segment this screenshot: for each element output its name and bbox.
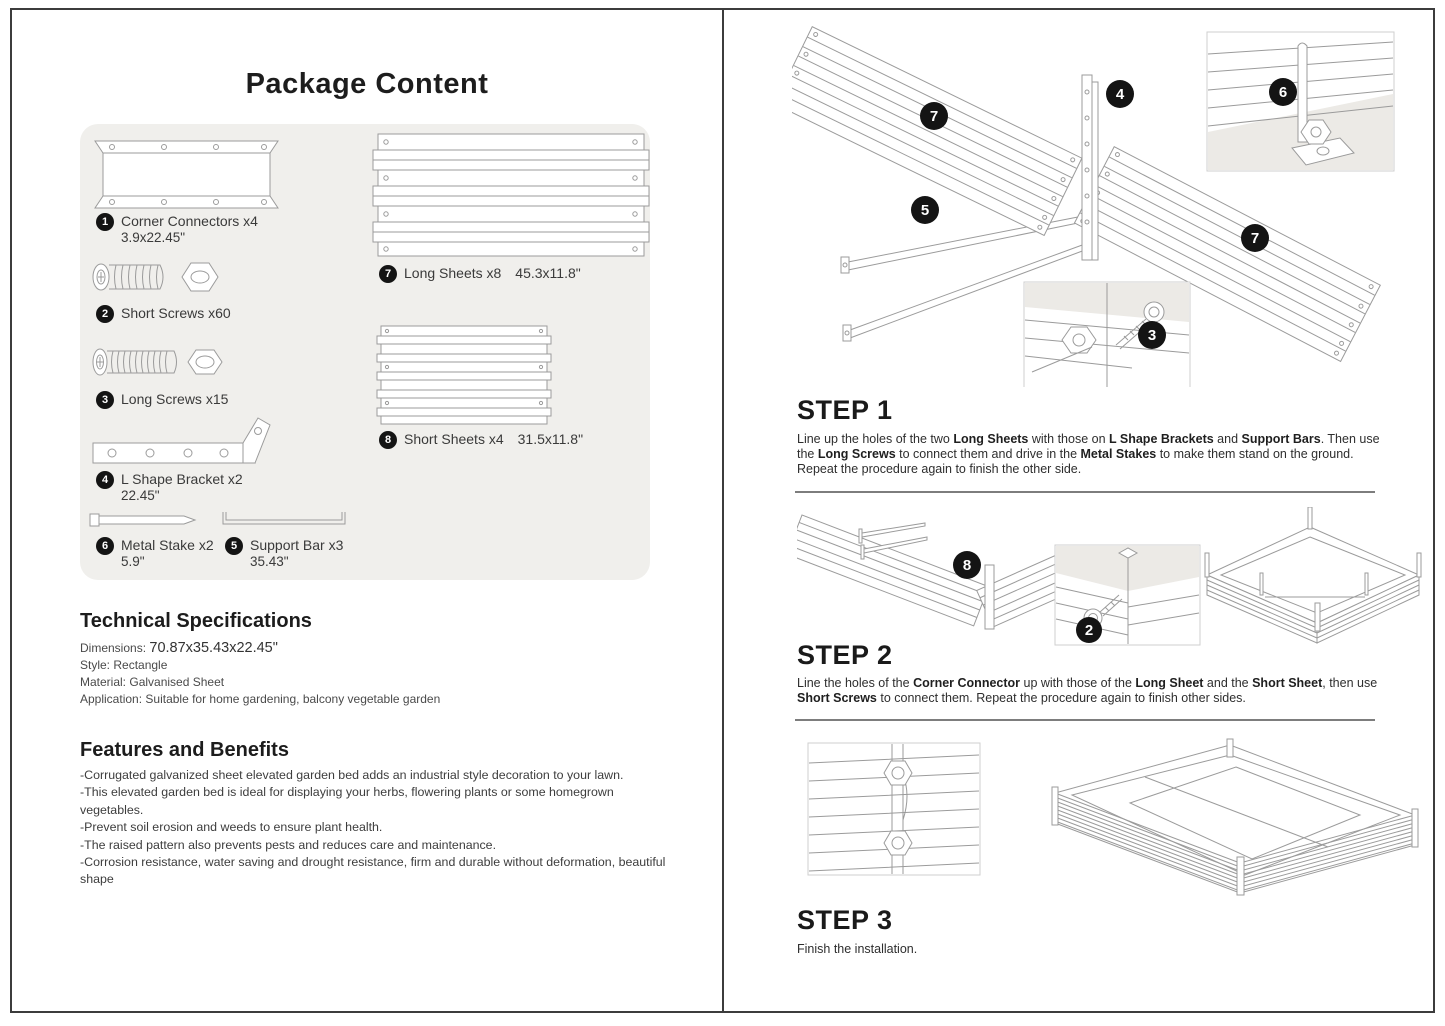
item-number-badge: 6 [96,537,114,555]
step1-title: STEP 1 [797,395,893,425]
badge-short-screw [1076,617,1102,643]
badge-support-bar [911,196,939,224]
finished-bed-drawing [1052,739,1418,895]
item-label: Long Screws x15 [121,391,229,407]
center-divider [722,10,724,1011]
badge-metal-stake [1269,78,1297,106]
metal-stake-drawing [88,510,198,530]
technical-specifications-title: Technical Specifications [80,610,312,632]
item-number-badge: 4 [96,471,114,489]
package-item-long-sheets [379,264,581,283]
features-benefits-title: Features and Benefits [80,739,289,761]
package-content-title: Package Content [245,68,489,100]
step3-description: Finish the installation. [797,942,918,956]
svg-text:4: 4 [1115,86,1125,103]
l-shape-bracket-drawing [92,415,274,470]
step2-description: Line the holes of the Corner Connector up with those of the Long Sheet and the Short Sheet, then use Short Screws to connect them. Repeat the procedure again to finish other sides. [797,676,1378,705]
partial-frame-left [797,515,1073,629]
long-screw-drawing [90,341,227,384]
item-dimension: 3.9x22.45" [121,230,186,245]
item-dimension: 22.45" [121,488,160,503]
outer-frame [10,8,1435,1013]
step2-title: STEP 2 [797,640,893,670]
package-content-box [80,124,650,580]
step2-assembly-diagram [797,507,1422,647]
svg-text:7: 7 [1250,230,1260,247]
long-sheets-drawing [372,132,650,260]
support-bar-drawing [220,508,348,530]
technical-specifications-list [80,640,440,708]
spec-row-dimensions: Dimensions: 70.87x35.43x22.45" [80,640,278,656]
item-dimension: 31.5x11.8" [517,431,584,447]
item-label: Metal Stake x2 [121,537,214,553]
item-number-badge: 3 [96,391,114,409]
badge-long-sheet-right [1241,224,1269,252]
item-number-badge: 7 [379,265,397,283]
package-item-short-screws [96,304,231,323]
package-item-corner-connectors [96,212,258,245]
badge-long-sheet-left [920,102,948,130]
item-label: Short Screws x60 [121,305,231,321]
step3-title: STEP 3 [797,905,893,935]
package-item-support-bar [225,536,343,569]
feature-item: -Prevent soil erosion and weeds to ensure plant health. [80,820,383,835]
package-item-metal-stake [96,536,214,569]
svg-text:6: 6 [1278,84,1288,101]
item-label: Long Sheets x8 [404,265,502,281]
short-sheets-drawing [376,324,552,426]
step3-assembly-diagram [800,735,1430,900]
item-number-badge: 1 [96,213,114,231]
bracket-bolts-inset [808,743,980,875]
item-number-badge: 5 [225,537,243,555]
feature-item: -The raised pattern also prevents pests and reduces care and maintenance. [80,837,497,852]
features-list [80,767,680,889]
svg-text:3: 3 [1147,327,1157,344]
badge-l-bracket [1106,80,1134,108]
svg-text:8: 8 [962,557,972,574]
step1-description: Line up the holes of the two Long Sheets with those on L Shape Brackets and Support Bars. Then use the Long Screws to connect them and drive in the Metal Stakes to make them stand on the ground. Repeat the procedure again to finish the other side. [797,432,1380,476]
section-divider [795,491,1375,493]
spec-row-style: Style: Rectangle [80,658,168,672]
corner-connector-drawing [94,136,279,213]
section-divider [795,719,1375,721]
feature-item: -This elevated garden bed is ideal for displaying your herbs, flowering plants or some homegrown vegetables. [80,785,614,817]
short-screw-drawing [90,256,227,299]
item-number-badge: 2 [96,305,114,323]
item-dimension: 5.9" [121,554,145,569]
item-label: Short Sheets x4 [404,431,504,447]
stake-detail-inset [1207,32,1394,171]
spec-row-material: Material: Galvanised Sheet [80,675,225,689]
item-label: Corner Connectors x4 [121,213,258,229]
item-label: L Shape Bracket x2 [121,471,243,487]
badge-long-screw [1138,321,1166,349]
package-item-short-sheets [379,430,583,449]
feature-item: -Corrosion resistance, water saving and drought resistance, firm and durable without deformation, beautiful shape [80,855,666,887]
l-bracket-vertical [1082,75,1098,260]
item-label: Support Bar x3 [250,537,344,553]
item-dimension: 45.3x11.8" [515,265,581,281]
badge-short-sheet [953,551,981,579]
svg-text:5: 5 [920,202,930,219]
svg-text:7: 7 [929,108,939,125]
package-item-long-screws [96,390,228,409]
complete-frame-right [1205,507,1421,643]
step1-assembly-diagram [792,20,1422,387]
feature-item: -Corrugated galvanized sheet elevated garden bed adds an industrial style decoration to your lawn. [80,768,624,782]
svg-text:2: 2 [1084,622,1094,639]
item-dimension: 35.43" [250,554,289,569]
spec-row-application: Application: Suitable for home gardening, balcony vegetable garden [80,692,441,706]
package-item-l-shape-bracket [96,470,243,503]
item-number-badge: 8 [379,431,397,449]
